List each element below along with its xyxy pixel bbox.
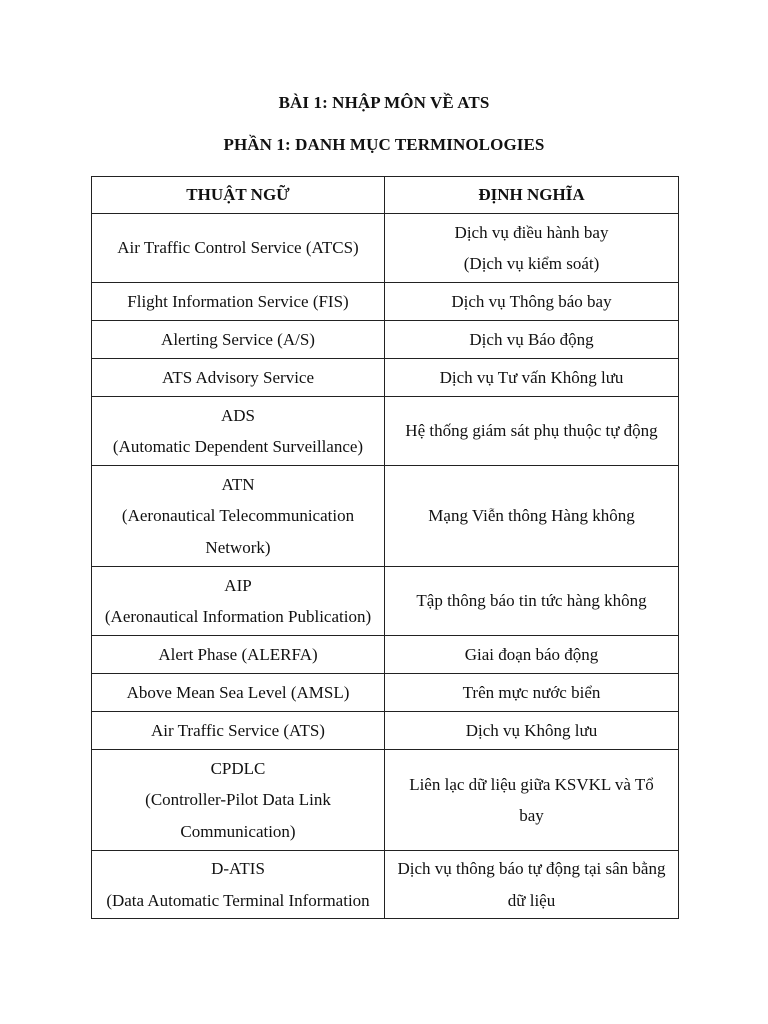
table-row [92,359,679,397]
term-cell [92,466,385,567]
table-row [92,283,679,321]
definition-cell [385,636,679,674]
term-text: (Aeronautical Information Publication) [104,607,372,626]
definition-text: Mạng Viễn thông Hàng không [428,506,635,526]
definition-text: Tập thông báo tin tức hàng không [416,591,647,611]
table-row [92,636,679,674]
term-text: Air Traffic Control Service (ATCS) [117,238,359,258]
definition-text: Dịch vụ Báo động [469,329,594,349]
term-text: Above Mean Sea Level (AMSL) [126,682,350,702]
table-row [92,674,679,712]
term-cell [92,750,385,851]
definition-cell [385,851,679,919]
table-header-row [92,177,679,214]
term-cell [92,851,385,919]
header-term: THUẬT NGỮ [92,177,385,214]
term-text: (Controller-Pilot Data Link [145,790,331,810]
table-row [92,750,679,851]
term-text: Alerting Service (A/S) [161,329,315,349]
definition-text: Dịch vụ Không lưu [465,720,598,740]
definition-cell [385,567,679,636]
definition-text: (Dịch vụ kiểm soát) [463,254,600,273]
definition-cell [385,674,679,712]
table-row [92,321,679,359]
definition-text: Trên mực nước biển [462,682,601,702]
term-cell [92,567,385,636]
term-text: (Aeronautical Telecommunication [121,506,355,526]
term-cell [92,321,385,359]
term-text: (Data Automatic Terminal Information [106,890,370,910]
term-cell [92,674,385,712]
term-text: ADS [220,405,255,425]
term-text: ATS Advisory Service [161,367,315,387]
definition-cell [385,750,679,851]
definition-text: Giai đoạn báo động [464,644,599,664]
definition-cell [385,321,679,359]
definition-cell [385,214,679,283]
term-cell [92,636,385,674]
definition-cell [385,397,679,466]
term-text: AIP [224,575,252,595]
definition-cell [385,712,679,750]
term-text: Communication) [180,821,296,841]
document-title: BÀI 1: NHẬP MÔN VỀ ATS [278,93,490,112]
term-text: CPDLC [210,758,266,778]
definition-text: Dịch vụ thông báo tự động tại sân bằng [397,859,666,878]
definition-text: Dịch vụ Tư vấn Không lưu [439,367,624,387]
term-cell [92,214,385,283]
term-cell [92,712,385,750]
definition-text: Dịch vụ Thông báo bay [451,291,612,311]
term-text: Air Traffic Service (ATS) [151,720,325,740]
term-text: D-ATIS [211,859,265,878]
document-subtitle: PHẦN 1: DANH MỤC TERMINOLOGIES [223,135,545,154]
definition-cell [385,359,679,397]
table-row [92,397,679,466]
definition-text: bay [519,806,544,825]
term-cell [92,283,385,321]
term-cell [92,359,385,397]
definition-cell [385,466,679,567]
table-row [92,851,679,919]
term-text: Alert Phase (ALERFA) [158,644,318,664]
definition-cell [385,283,679,321]
terminology-table [91,176,679,919]
table-row [92,214,679,283]
definition-text: Liên lạc dữ liệu giữa KSVKL và Tổ [409,774,654,794]
definition-text: Hệ thống giám sát phụ thuộc tự động [405,421,658,441]
table-row [92,712,679,750]
term-text: Flight Information Service (FIS) [127,291,349,311]
table-row [92,466,679,567]
header-definition: ĐỊNH NGHĨA [385,177,679,214]
term-text: ATN [221,474,255,494]
term-text: Network) [205,537,271,557]
definition-text: dữ liệu [507,890,556,910]
term-text: (Automatic Dependent Surveillance) [112,437,364,456]
definition-text: Dịch vụ điều hành bay [454,222,609,242]
table-row [92,567,679,636]
term-cell [92,397,385,466]
